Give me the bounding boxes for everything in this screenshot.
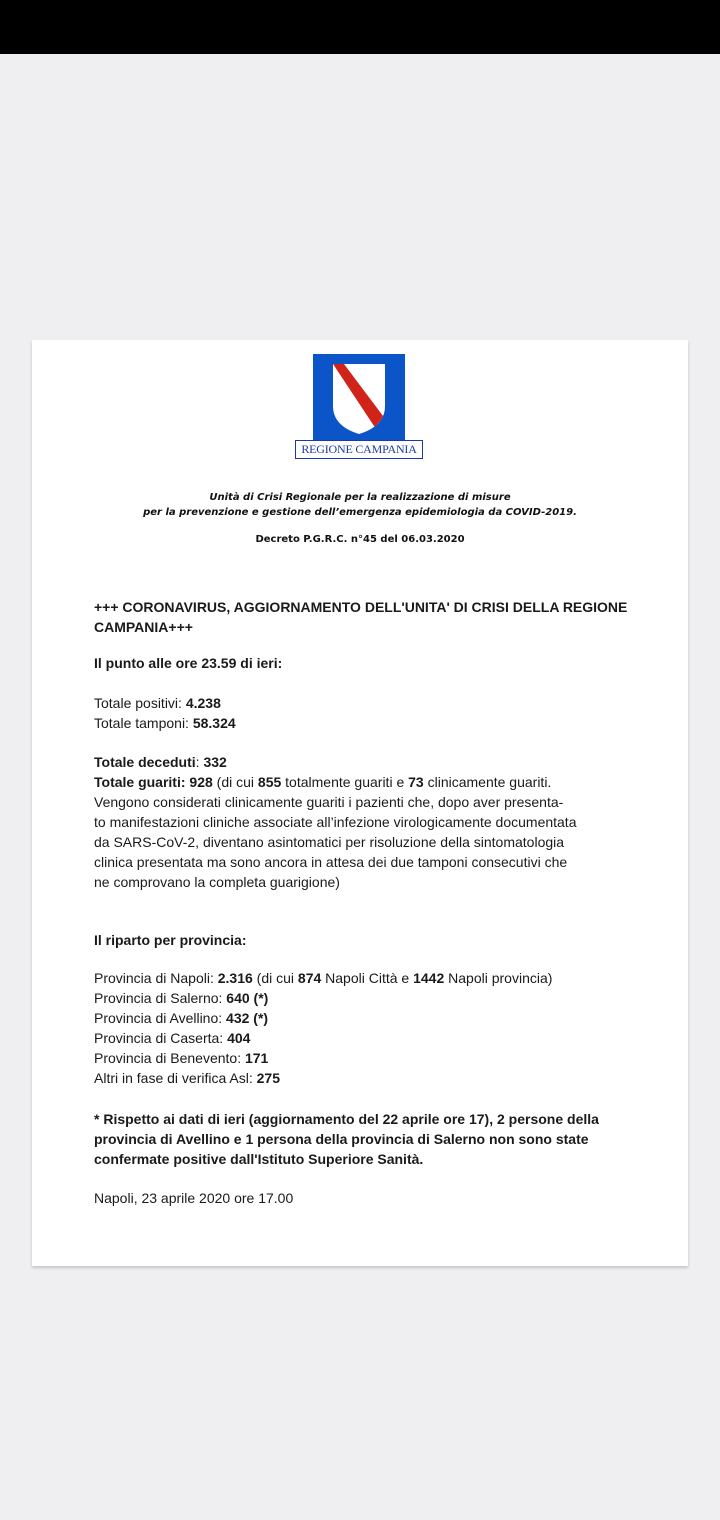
deaths-label: Totale deceduti [94,754,196,770]
napoli-text-2: Napoli Città e [321,970,414,986]
signature [94,1188,634,1208]
asl-value: 275 [256,1070,280,1086]
swabs-label: Totale tamponi: [94,715,193,731]
recovered-full-value: 855 [257,774,282,790]
footnote-line-2: provincia di Avellino e 1 persona della provincia di Salerno non sono state [94,1131,589,1147]
province-salerno [94,988,634,1008]
bulletin-title [94,597,634,637]
asl-verification [94,1068,634,1088]
asl-label: Altri in fase di verifica Asl: [94,1070,257,1086]
provinces-list [94,968,634,1088]
recovered-text-3: clinicamente guariti. [423,774,552,790]
document-page [32,340,688,1266]
caserta-value: 404 [227,1030,251,1046]
totals-block [94,693,634,733]
province-napoli [94,968,634,988]
recovered-line [94,772,634,792]
salerno-value: 640 (*) [226,990,269,1006]
napoli-text-1: (di cui [252,970,298,986]
crisis-unit-line-2: per la prevenzione e gestione dell’emergenza epidemiologia da COVID-2019. [143,507,577,518]
crisis-unit-line-1: Unità di Crisi Regionale per la realizzazione di misure [209,492,511,503]
status-bar [0,0,720,54]
avellino-value: 432 (*) [226,1010,269,1026]
napoli-province-value: 1442 [413,970,445,986]
footnote-line-1: * Rispetto ai dati di ieri (aggiornamento del 22 aprile ore 17), 2 persone della [94,1111,599,1127]
swabs-value: 58.324 [192,715,236,731]
coat-of-arms-icon [313,354,405,442]
napoli-value: 2.316 [217,970,253,986]
decree-reference: Decreto P.G.R.C. n°45 del 06.03.2020 [255,534,465,545]
footnote-line-3: confermate positive dall'Istituto Superiore Sanità. [94,1151,424,1167]
positives-line [94,693,634,713]
footnote [94,1109,634,1169]
update-time-text: Il punto alle ore 23.59 di ieri: [94,655,283,671]
regione-campania-logo [313,354,405,442]
napoli-city-value: 874 [297,970,322,986]
avellino-label: Provincia di Avellino: [94,1010,227,1026]
swabs-line [94,713,634,733]
province-caserta [94,1028,634,1048]
provinces-heading-text: Il riparto per provincia: [94,932,247,948]
note-line-3: da SARS-CoV-2, diventano asintomatici per risoluzione della sintomatologia [94,834,565,850]
note-line-2: to manifestazioni cliniche associate all’infezione virologicamente documentata [94,814,577,830]
caserta-label: Provincia di Caserta: [94,1030,228,1046]
title-line-2: CAMPANIA+++ [94,619,193,635]
logo-label: REGIONE CAMPANIA [295,440,423,459]
benevento-value: 171 [244,1050,269,1066]
deaths-line [94,752,634,772]
recovered-value: 928 [189,774,213,790]
napoli-label: Provincia di Napoli: [94,970,218,986]
outcomes-block [94,752,634,892]
positives-label: Totale positivi: [94,695,186,711]
province-avellino [94,1008,634,1028]
napoli-text-3: Napoli provincia) [444,970,553,986]
recovered-label: Totale guariti: [94,774,190,790]
deaths-separator: : [195,754,204,770]
note-line-5: ne comprovano la completa guarigione) [94,874,340,890]
note-line-1: Vengono considerati clinicamente guariti i pazienti che, dopo aver presenta- [94,794,564,810]
province-benevento [94,1048,634,1068]
update-time [94,653,634,673]
provinces-heading [94,930,634,950]
deaths-value: 332 [203,754,227,770]
recovered-text-1: (di cui [212,774,258,790]
recovered-clinical-value: 73 [408,774,424,790]
signature-text: Napoli, 23 aprile 2020 ore 17.00 [94,1190,294,1206]
benevento-label: Provincia di Benevento: [94,1050,245,1066]
salerno-label: Provincia di Salerno: [94,990,227,1006]
note-line-4: clinica presentata ma sono ancora in attesa dei due tamponi consecutivi che [94,854,568,870]
positives-value: 4.238 [185,695,221,711]
title-line-1: +++ CORONAVIRUS, AGGIORNAMENTO DELL'UNITA' DI CRISI DELLA REGIONE [94,599,628,615]
recovered-text-2: totalmente guariti e [281,774,409,790]
